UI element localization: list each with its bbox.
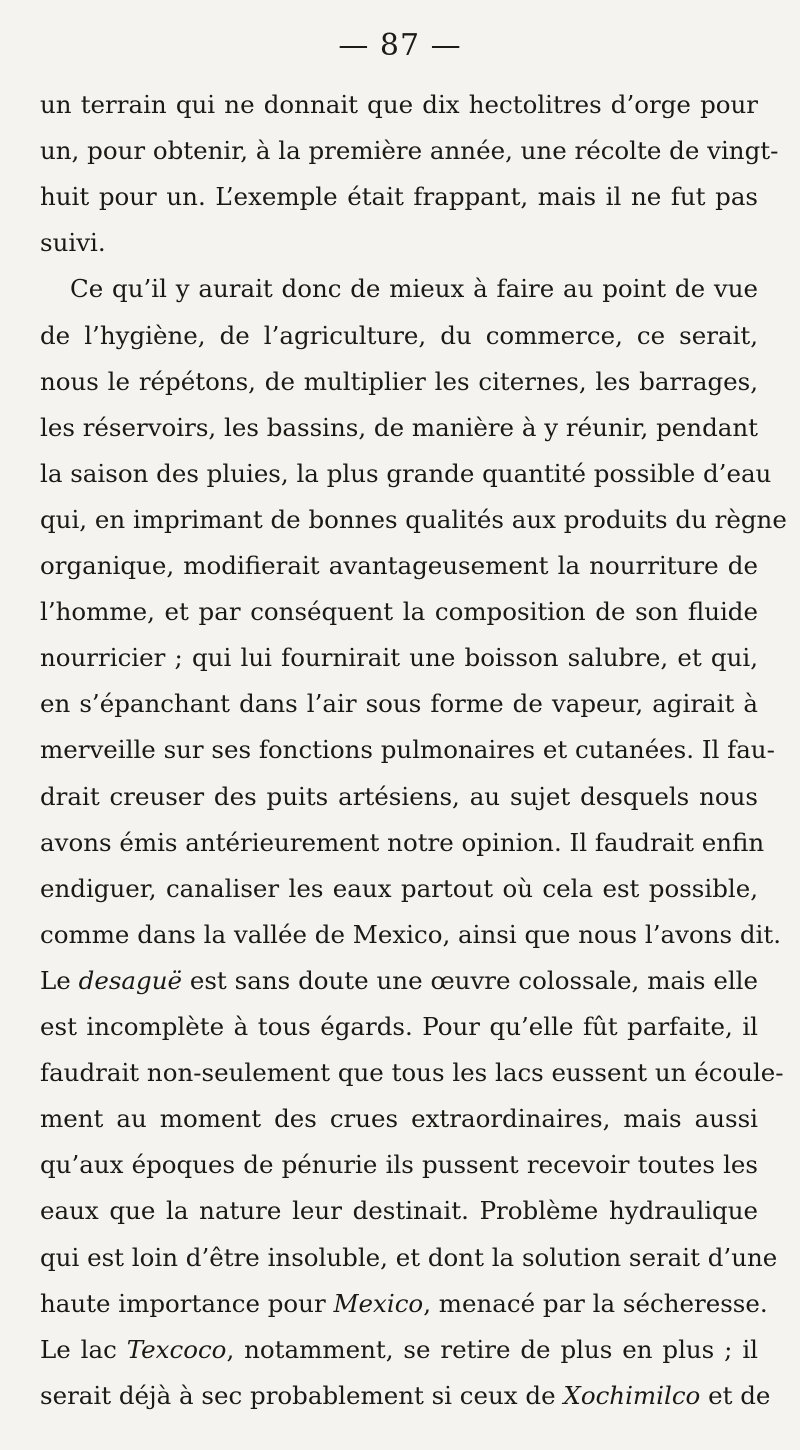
text-line xyxy=(40,220,758,266)
text-span: de l’hygiène, de l’agriculture, du commerce, ce serait, xyxy=(40,320,758,350)
text-line xyxy=(40,820,765,866)
text-span: l’homme, et par conséquent la composition de son fluide xyxy=(40,597,758,627)
text-line xyxy=(40,635,758,681)
text-line xyxy=(40,774,758,820)
text-span: drait creuser des puits artésiens, au sujet desquels nous xyxy=(40,781,758,811)
text-line xyxy=(40,313,758,359)
text-line xyxy=(40,1188,758,1234)
text-span: suivi. xyxy=(40,228,106,258)
text-line xyxy=(40,128,779,174)
text-span: Le xyxy=(40,965,79,995)
page-number: — 87 — xyxy=(338,28,462,63)
text-line xyxy=(40,1050,784,1096)
text-line xyxy=(40,1235,778,1281)
text-span: la saison des pluies, la plus grande quantité possible d’eau xyxy=(40,458,772,488)
text-span: haute importance pour xyxy=(40,1288,334,1318)
text-line xyxy=(40,866,758,912)
text-span: est incomplète à tous égards. Pour qu’elle fût parfaite, il xyxy=(40,1012,758,1041)
text-span: comme dans la vallée de Mexico, ainsi que nous l’avons dit. xyxy=(40,919,781,949)
text-line xyxy=(70,266,758,312)
text-span: eaux que la nature leur destinait. Problème hydraulique xyxy=(40,1196,758,1226)
text-span: endiguer, canaliser les eaux partout où cela est possible, xyxy=(40,873,758,903)
text-span: qui est loin d’être insoluble, et dont la solution serait d’une xyxy=(40,1242,778,1272)
text-line xyxy=(40,82,758,128)
text-span: nous le répétons, de multiplier les citernes, les barrages, xyxy=(40,366,758,396)
text-span: et de xyxy=(700,1380,771,1410)
text-span: , notamment, se retire de plus en plus ; il xyxy=(226,1334,758,1364)
text-line xyxy=(40,912,781,958)
text-span: nourricier ; qui lui fournirait une boisson salubre, et qui, xyxy=(40,643,758,673)
text-span: qu’aux époques de pénurie ils pussent recevoir toutes les xyxy=(40,1150,758,1180)
text-span: avons émis antérieurement notre opinion. Il faudrait enfin xyxy=(40,827,765,857)
text-line xyxy=(40,1281,768,1327)
text-span: merveille sur ses fonctions pulmonaires et cutanées. Il fau- xyxy=(40,735,775,765)
italic-text: Xochimilco xyxy=(563,1380,701,1410)
text-span: en s’épanchant dans l’air sous forme de vapeur, agirait à xyxy=(40,689,758,719)
text-line xyxy=(40,405,758,451)
text-line xyxy=(40,1373,771,1419)
text-span: les réservoirs, les bassins, de manière à y réunir, pendant xyxy=(40,412,758,442)
text-span: huit pour un. L’exemple était frappant, mais il ne fut pas xyxy=(40,182,758,212)
text-span: qui, en imprimant de bonnes qualités aux produits du règne xyxy=(40,504,787,534)
text-span: serait déjà à sec probablement si ceux de xyxy=(40,1380,564,1410)
text-span: organique, modifierait avantageusement la nourriture de xyxy=(40,551,758,580)
text-line xyxy=(40,1327,758,1373)
italic-text: Mexico xyxy=(333,1288,424,1318)
italic-text: Texcoco xyxy=(126,1334,227,1364)
text-span: , menacé par la sécheresse. xyxy=(423,1288,768,1318)
text-line xyxy=(40,681,758,727)
text-line xyxy=(40,1004,758,1050)
text-line xyxy=(40,451,772,497)
text-line xyxy=(40,543,758,589)
text-span: est sans doute une œuvre colossale, mais elle xyxy=(181,965,758,995)
text-line xyxy=(40,958,758,1004)
text-span: ment au moment des crues extraordinaires, mais aussi xyxy=(40,1104,758,1134)
text-line xyxy=(40,589,758,635)
text-span: faudrait non-seulement que tous les lacs eussent un écoule- xyxy=(40,1058,784,1088)
text-line xyxy=(40,1096,758,1142)
text-line xyxy=(40,1142,758,1188)
text-line xyxy=(40,497,787,543)
text-line xyxy=(40,727,775,773)
text-line xyxy=(40,359,758,405)
text-span: un, pour obtenir, à la première année, une récolte de vingt- xyxy=(40,136,779,166)
text-line xyxy=(40,174,758,220)
text-span: un terrain qui ne donnait que dix hectolitres d’orge pour xyxy=(40,90,758,119)
italic-text: desaguë xyxy=(78,965,182,995)
text-span: Ce qu’il y aurait donc de mieux à faire au point de vue xyxy=(70,274,758,304)
text-span: Le lac xyxy=(40,1334,127,1364)
